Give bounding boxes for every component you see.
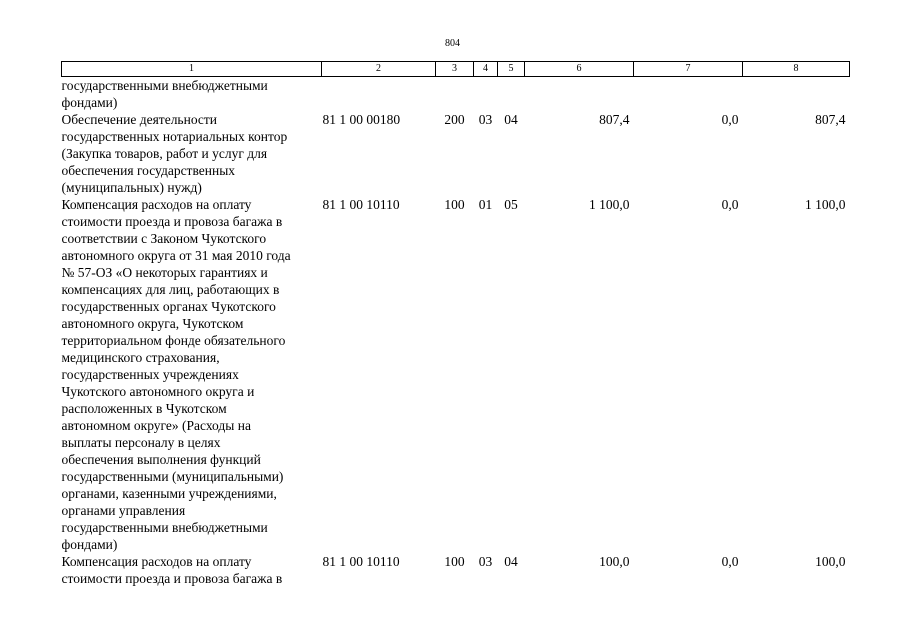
amount-column-7: 0,0 (721, 112, 739, 127)
description-line: (Закупка товаров, работ и услуг для (61, 146, 268, 161)
description-line: Компенсация расходов на оплату (61, 554, 252, 569)
description-line: Обеспечение деятельности (61, 112, 218, 127)
expense-type-code: 200 (444, 112, 465, 127)
description-line: соответствии с Законом Чукотского (61, 231, 267, 246)
description-line: органами, казенными учреждениями, (61, 486, 277, 501)
description-line: выплаты персоналу в целях (61, 435, 221, 450)
column-number-header: 6 (525, 62, 634, 77)
subsection-code: 04 (504, 112, 518, 127)
table-body (62, 77, 850, 588)
description-line: стоимости проезда и провоза багажа в (61, 214, 283, 229)
description-line: медицинского страхования, (61, 350, 220, 365)
description-line: (муниципальных) нужд) (61, 180, 202, 195)
amount-column-8: 1 100,0 (805, 197, 846, 212)
expense-description (62, 77, 322, 112)
budget-classification-code: 81 1 00 10110 (322, 554, 400, 569)
column-number-header: 5 (498, 62, 525, 77)
budget-classification-code (322, 77, 436, 112)
description-line: государственных нотариальных контор (61, 129, 288, 144)
description-line: территориальном фонде обязательного (61, 333, 286, 348)
expense-type-code: 100 (444, 554, 465, 569)
section-code (474, 77, 498, 112)
amount-total: 1 100,0 (589, 197, 630, 212)
description-line: государственными внебюджетными (61, 520, 268, 535)
amount-total: 100,0 (599, 554, 630, 569)
column-number-header: 4 (474, 62, 498, 77)
amount-column-8: 100,0 (815, 554, 846, 569)
description-line: автономном округе» (Расходы на (61, 418, 251, 433)
amount-column-7: 0,0 (721, 554, 739, 569)
expense-description (62, 111, 322, 196)
description-line: автономного округа, Чукотском (61, 316, 244, 331)
subsection-code (498, 77, 525, 112)
description-line: № 57-ОЗ «О некоторых гарантиях и (61, 265, 268, 280)
column-number-row (62, 62, 850, 77)
description-line: обеспечения выполнения функций (61, 452, 261, 467)
column-number-header: 7 (634, 62, 743, 77)
description-line: Компенсация расходов на оплату (61, 197, 252, 212)
description-line: обеспечения государственных (61, 163, 236, 178)
description-line: расположенных в Чукотском (61, 401, 227, 416)
column-number-header: 1 (62, 62, 322, 77)
subsection-code: 05 (504, 197, 518, 212)
expense-type-code (436, 77, 474, 112)
expense-description (62, 196, 322, 553)
description-line: государственными (муниципальными) (61, 469, 284, 484)
description-line: Чукотского автономного округа и (61, 384, 255, 399)
amount-column-7: 0,0 (721, 197, 739, 212)
budget-table (61, 61, 850, 587)
expense-type-code: 100 (444, 197, 465, 212)
budget-classification-code: 81 1 00 10110 (322, 197, 400, 212)
description-line: государственными внебюджетными (61, 78, 268, 93)
table-row (62, 553, 850, 587)
column-number-header: 8 (743, 62, 850, 77)
column-number-header: 3 (436, 62, 474, 77)
section-code: 03 (478, 554, 493, 569)
section-code: 01 (478, 197, 493, 212)
column-number-header: 2 (322, 62, 436, 77)
table-row (62, 111, 850, 196)
table-row (62, 196, 850, 553)
amount-column-8: 807,4 (815, 112, 846, 127)
budget-classification-code: 81 1 00 00180 (322, 112, 401, 127)
description-line: автономного округа от 31 мая 2010 года (61, 248, 291, 263)
description-line: фондами) (61, 95, 118, 110)
expense-description (62, 553, 322, 587)
description-line: государственных органах Чукотского (61, 299, 276, 314)
table-row (62, 77, 850, 112)
page-number: 804 (445, 38, 460, 49)
amount-column-8 (743, 77, 850, 112)
amount-total (525, 77, 634, 112)
amount-column-7 (634, 77, 743, 112)
description-line: компенсациях для лиц, работающих в (61, 282, 280, 297)
description-line: государственных учреждениях (61, 367, 239, 382)
section-code: 03 (478, 112, 493, 127)
subsection-code: 04 (504, 554, 518, 569)
amount-total: 807,4 (599, 112, 630, 127)
description-line: стоимости проезда и провоза багажа в (61, 571, 283, 586)
description-line: фондами) (61, 537, 118, 552)
description-line: органами управления (61, 503, 186, 518)
